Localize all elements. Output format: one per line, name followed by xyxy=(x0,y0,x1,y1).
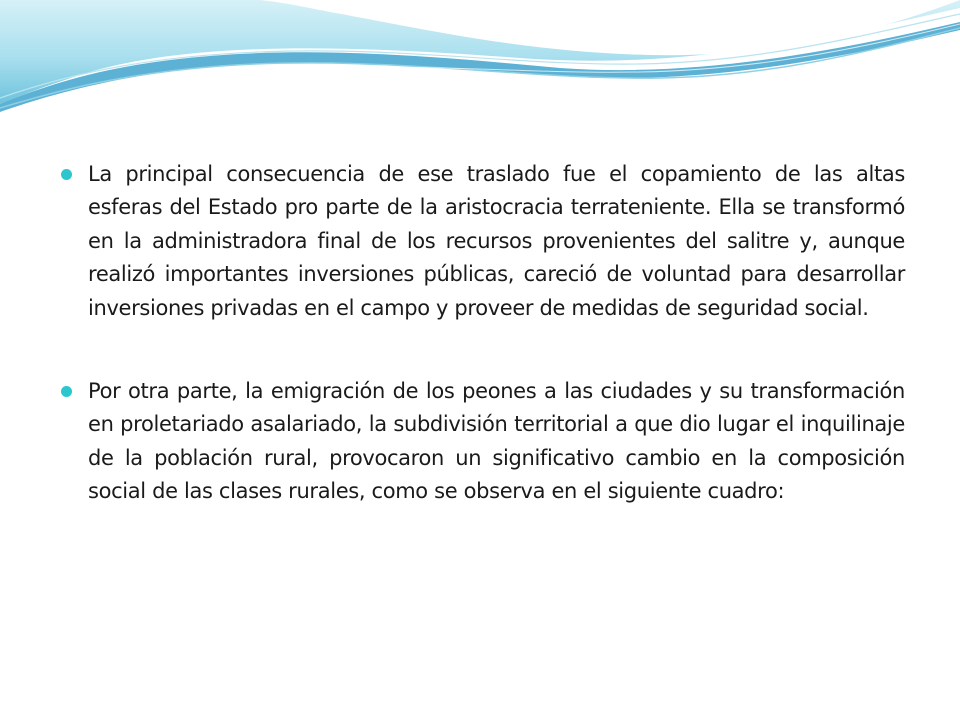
bullet-text-2: Por otra parte, la emigración de los peones a las ciudades y su transformación en proletariado asalariado, la subdivisión territorial a que dio lugar el inquilinaje de la población rural, provocaron un significativo cambio en la composición social de las clases rurales, como se observa en el siguiente cuadro: xyxy=(88,379,905,504)
bullet-item-2 xyxy=(60,375,905,509)
bullet-dot-icon xyxy=(61,169,72,180)
bullet-text-1: La principal consecuencia de ese traslado fue el copamiento de las altas esferas del Estado pro parte de la aristocracia terrateniente. Ella se transformó en la administradora final de los recursos provenientes del salitre y, aunque realizó importantes inversiones públicas, careció de voluntad para desarrollar inversiones privadas en el campo y proveer de medidas de seguridad social. xyxy=(88,162,905,320)
bullet-dot-icon xyxy=(61,386,72,397)
wave-header-decoration xyxy=(0,0,960,120)
bullet-item-1 xyxy=(60,158,905,325)
bullet-list xyxy=(60,158,905,559)
